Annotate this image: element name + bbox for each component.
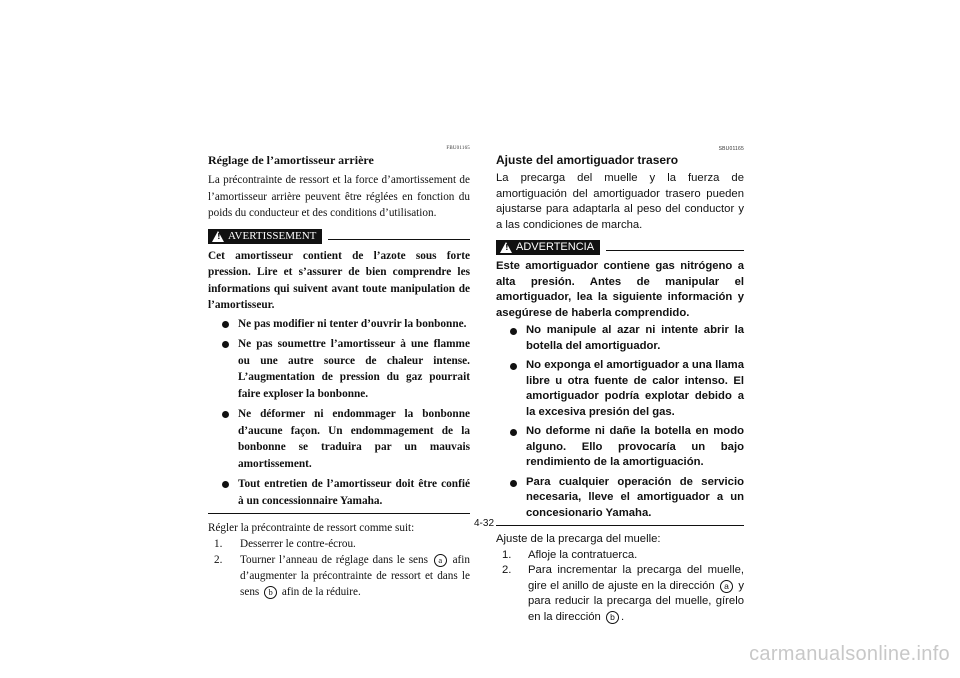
warning-rule <box>606 250 744 251</box>
bullet-dot-icon <box>222 411 229 418</box>
list-item: Para cualquier operación de servicio necesaria, lleve el amortiguador a un concesionario Yamaha. <box>496 475 744 522</box>
list-item: Ne pas modifier ni tenter d’ouvrir la bonbonne. <box>208 316 470 333</box>
warning-badge <box>496 240 600 255</box>
step-number: 1. <box>502 548 512 561</box>
section-code: FBU01165 <box>446 146 470 151</box>
direction-a-marker: a <box>720 580 733 593</box>
section-heading: Ajuste del amortiguador trasero <box>496 153 679 167</box>
list-item: No exponga el amortiguador a una llama libre u otra fuente de calor intenso. El amortiguador podría explotar debido a la excesiva presión del gas. <box>496 358 744 420</box>
bullet-dot-icon <box>222 321 229 328</box>
list-item: Tout entretien de l’amortisseur doit être confié à un concessionnaire Yamaha. <box>208 476 470 509</box>
list-item: Ne déformer ni endommager la bonbonne d’aucune façon. Un endommagement de la bonbonne se traduira par un mauvais amortissement. <box>208 406 470 472</box>
list-item: No manipule al azar ni intente abrir la botella del amortiguador. <box>496 323 744 354</box>
bullet-dot-icon <box>510 328 517 335</box>
warning-triangle-icon: ! <box>212 231 224 242</box>
step-text: Tourner l’anneau de réglage dans le sens a afin d’augmenter la précontrainte de ressort et dans le sens b afin de la réduire. <box>240 554 470 598</box>
spanish-column <box>496 145 744 625</box>
direction-b-marker: b <box>264 586 277 599</box>
step-text: Desserrer le contre-écrou. <box>240 538 356 550</box>
warning-triangle-icon: ! <box>500 242 512 253</box>
warning-header <box>208 229 470 244</box>
steps-intro: Régler la précontrainte de ressort comme suit: <box>208 522 415 534</box>
step-number: 2. <box>214 554 223 566</box>
list-item: Ne pas soumettre l’amortisseur à une flamme ou une autre source de chaleur intense. L’augmentation de pression du gaz pourrait faire exploser la bonbonne. <box>208 336 470 402</box>
french-column <box>208 145 470 600</box>
warning-badge <box>208 229 322 244</box>
bullet-dot-icon <box>510 480 517 487</box>
steps-intro: Ajuste de la precarga del muelle: <box>496 533 661 545</box>
bullet-dot-icon <box>222 481 229 488</box>
warning-end-rule <box>496 525 744 526</box>
direction-b-marker: b <box>606 611 619 624</box>
adjustment-steps <box>496 532 744 625</box>
bullet-dot-icon <box>222 341 229 348</box>
warning-intro: Cet amortisseur contient de l’azote sous forte pression. Lire et s’assurer de bien comprendre les informations qui suivent avant toute manipulation de l’amortisseur. <box>208 249 470 311</box>
step-number: 2. <box>502 564 512 576</box>
step-item <box>496 563 744 625</box>
warning-intro: Este amortiguador contiene gas nitrógeno a alta presión. Antes de manipular el amortiguador, lea la siguiente información y asegúrese de haberla comprendido. <box>496 260 744 319</box>
watermark-text[interactable]: carmanualsonline.info <box>749 643 950 665</box>
adjustment-steps <box>208 520 470 600</box>
warning-body <box>496 259 744 521</box>
intro-paragraph: La precarga del muelle y la fuerza de amortiguación del amortiguador trasero pueden ajustarse para adaptarla al peso del conductor y a las condiciones de marcha. <box>496 172 744 231</box>
section-heading: Réglage de l’amortisseur arrière <box>208 153 374 167</box>
step-number: 1. <box>214 538 223 550</box>
bullet-dot-icon <box>510 363 517 370</box>
warning-rule <box>328 239 470 240</box>
step-text: Para incrementar la precarga del muelle, gire el anillo de ajuste en la dirección a y para reducir la precarga del muelle, gírelo en la dirección b . <box>528 564 744 623</box>
step-item <box>208 536 470 552</box>
section-code: SBU01165 <box>718 146 744 152</box>
step-item <box>496 548 744 564</box>
direction-a-marker: a <box>434 554 447 567</box>
bullet-dot-icon <box>510 429 517 436</box>
warning-label: ADVERTENCIA <box>516 241 595 253</box>
warning-bullets <box>208 316 470 510</box>
warning-label: AVERTISSEMENT <box>228 229 317 242</box>
step-text: Afloje la contratuerca. <box>528 548 638 561</box>
list-item: No deforme ni dañe la botella en modo alguno. Ello provocaría un bajo rendimiento de la amortiguación. <box>496 424 744 471</box>
step-item <box>208 552 470 600</box>
warning-bullets <box>496 323 744 521</box>
warning-end-rule <box>208 513 470 514</box>
warning-header <box>496 240 744 255</box>
intro-paragraph: La précontrainte de ressort et la force d’amortissement de l’amortisseur arrière peuvent être réglées en fonction du poids du conducteur et des conditions d’utilisation. <box>208 174 470 219</box>
page-number: 4-32 <box>474 518 495 529</box>
warning-body <box>208 248 470 510</box>
